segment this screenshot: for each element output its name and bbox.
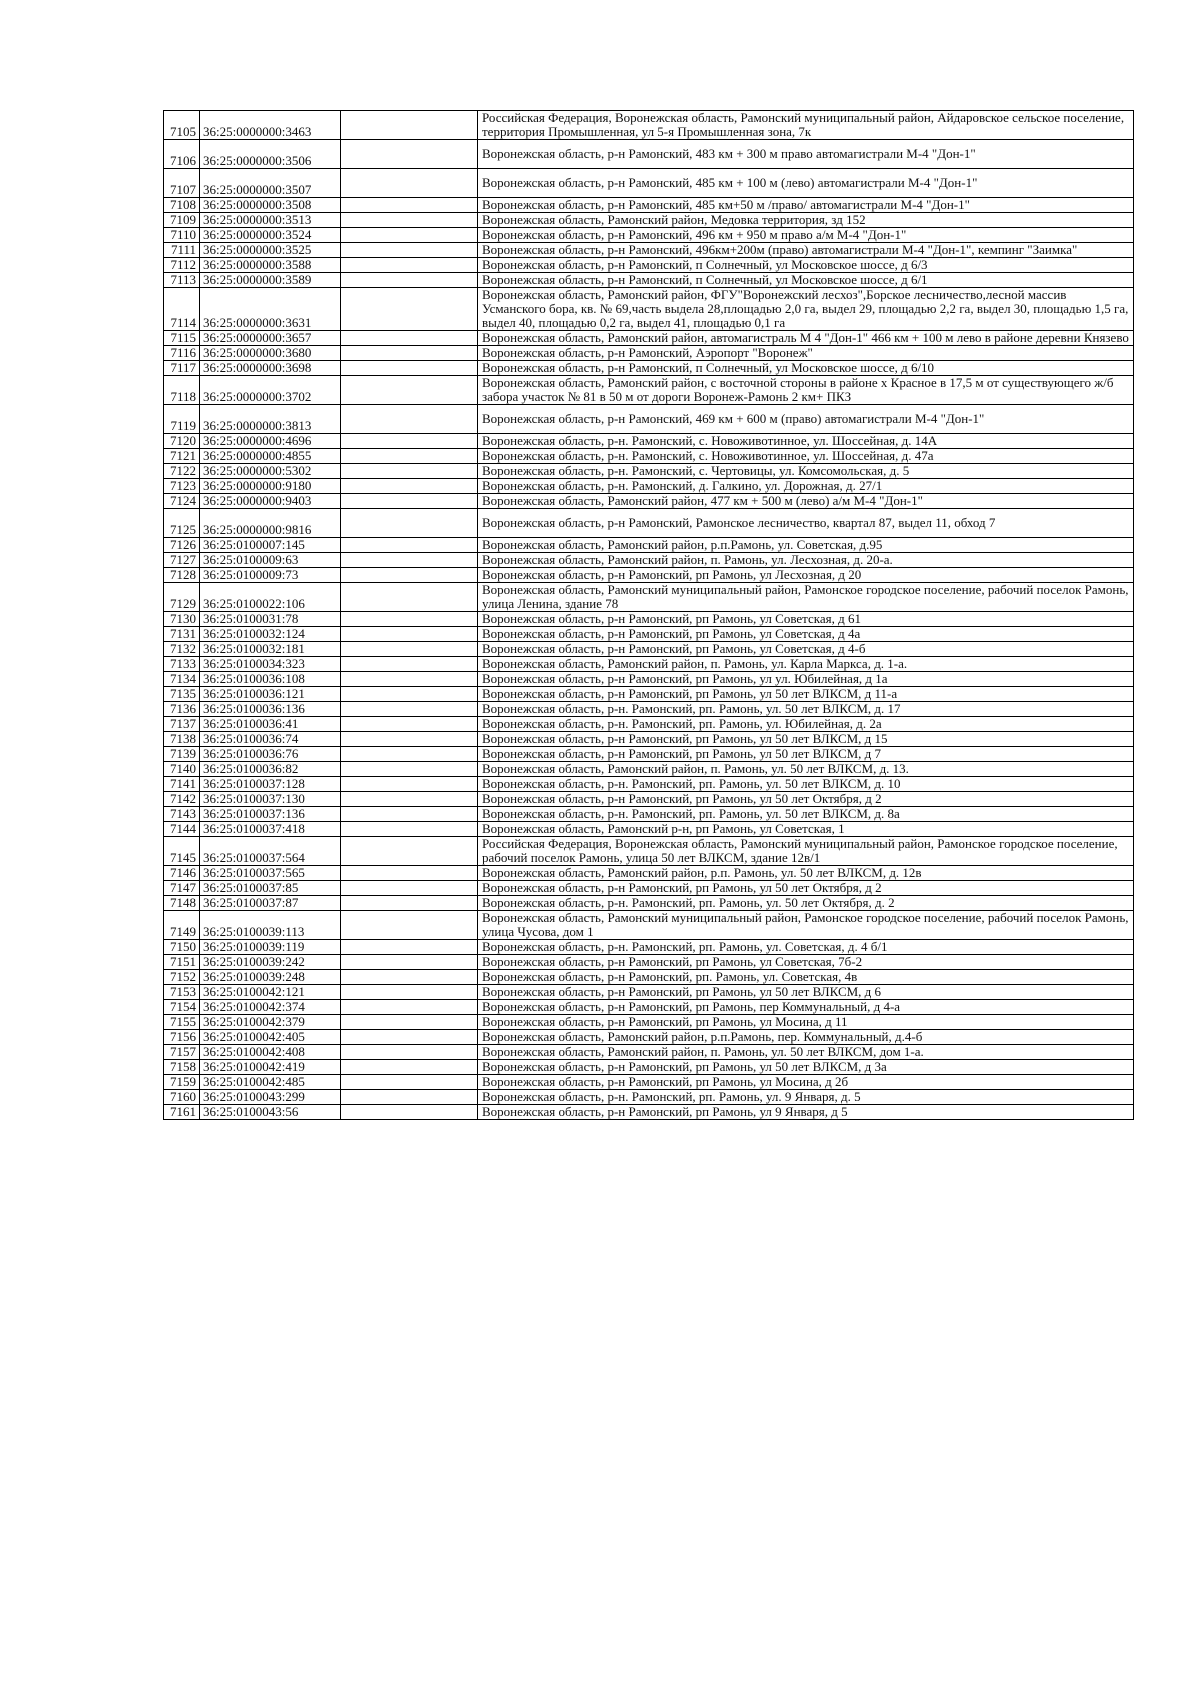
empty-cell — [341, 405, 478, 434]
table-row — [164, 111, 1134, 140]
empty-cell — [341, 213, 478, 228]
address-cell: Воронежская область, р-н Рамонский, рп Рамонь, ул Советская, д 61 — [478, 612, 1134, 627]
address-cell: Воронежская область, р-н Рамонский, п Солнечный, ул Московское шоссе, д 6/10 — [478, 361, 1134, 376]
empty-cell — [341, 911, 478, 940]
row-number: 7109 — [164, 213, 200, 228]
row-number: 7155 — [164, 1015, 200, 1030]
address-cell: Воронежская область, Рамонский р-н, рп Рамонь, ул Советская, 1 — [478, 822, 1134, 837]
row-number: 7156 — [164, 1030, 200, 1045]
cadastral-number: 36:25:0000000:3698 — [200, 361, 341, 376]
empty-cell — [341, 494, 478, 509]
cadastral-number: 36:25:0000000:3513 — [200, 213, 341, 228]
table-row — [164, 140, 1134, 169]
row-number: 7128 — [164, 568, 200, 583]
cadastral-number: 36:25:0100009:63 — [200, 553, 341, 568]
address-cell: Воронежская область, р-н Рамонский, рп Рамонь, ул Советская, д 4-б — [478, 642, 1134, 657]
row-number: 7117 — [164, 361, 200, 376]
table-row — [164, 434, 1134, 449]
table-row — [164, 866, 1134, 881]
table-row — [164, 494, 1134, 509]
table-row — [164, 243, 1134, 258]
address-cell: Воронежская область, Рамонский район, ФГУ"Воронежский лесхоз",Борское лесничество,лесной массив Усманского бора, кв. № 69,часть выдела 28,площадью 2,0 га, выдел 29, площадью 2,2 га, выдел 30, площадью 1,5 га, выдел 40, площадью 0,2 га, выдел 41, площадью 0,1 га — [478, 288, 1134, 331]
row-number: 7139 — [164, 747, 200, 762]
empty-cell — [341, 1090, 478, 1105]
row-number: 7129 — [164, 583, 200, 612]
row-number: 7153 — [164, 985, 200, 1000]
empty-cell — [341, 140, 478, 169]
empty-cell — [341, 479, 478, 494]
cadastral-number: 36:25:0100039:242 — [200, 955, 341, 970]
empty-cell — [341, 717, 478, 732]
table-row — [164, 911, 1134, 940]
cadastral-number: 36:25:0100042:485 — [200, 1075, 341, 1090]
address-cell: Воронежская область, Рамонский район, с восточной стороны в районе х Красное в 17,5 м от существующего ж/б забора участок № 81 в 50 м от дороги Воронеж-Рамонь 2 км+ ПКЗ — [478, 376, 1134, 405]
row-number: 7113 — [164, 273, 200, 288]
empty-cell — [341, 642, 478, 657]
row-number: 7140 — [164, 762, 200, 777]
address-cell: Воронежская область, р-н Рамонский, рп Рамонь, ул Мосина, д 11 — [478, 1015, 1134, 1030]
empty-cell — [341, 777, 478, 792]
document-page — [163, 110, 1134, 1120]
address-cell: Воронежская область, р-н Рамонский, рп Рамонь, ул 9 Января, д 5 — [478, 1105, 1134, 1120]
empty-cell — [341, 881, 478, 896]
address-cell: Воронежская область, Рамонский район, р.п.Рамонь, ул. Советская, д.95 — [478, 538, 1134, 553]
empty-cell — [341, 258, 478, 273]
table-row — [164, 792, 1134, 807]
address-cell: Воронежская область, Рамонский район, 477 км + 500 м (лево) а/м М-4 "Дон-1" — [478, 494, 1134, 509]
table-row — [164, 896, 1134, 911]
row-number: 7154 — [164, 1000, 200, 1015]
cadastral-number: 36:25:0100039:248 — [200, 970, 341, 985]
table-row — [164, 1075, 1134, 1090]
cadastral-number: 36:25:0000000:3657 — [200, 331, 341, 346]
table-row — [164, 331, 1134, 346]
cadastral-number: 36:25:0000000:3588 — [200, 258, 341, 273]
address-cell: Воронежская область, р-н. Рамонский, с. Новоживотинное, ул. Шоссейная, д. 14А — [478, 434, 1134, 449]
row-number: 7148 — [164, 896, 200, 911]
address-cell: Воронежская область, р-н Рамонский, 496км+200м (право) автомагистрали М-4 "Дон-1", кемпинг "Заимка" — [478, 243, 1134, 258]
table-row — [164, 479, 1134, 494]
table-row — [164, 361, 1134, 376]
table-row — [164, 747, 1134, 762]
empty-cell — [341, 702, 478, 717]
address-cell: Воронежская область, р-н Рамонский, 496 км + 950 м право а/м М-4 "Дон-1" — [478, 228, 1134, 243]
cadastral-number: 36:25:0000000:9403 — [200, 494, 341, 509]
row-number: 7161 — [164, 1105, 200, 1120]
empty-cell — [341, 1015, 478, 1030]
row-number: 7106 — [164, 140, 200, 169]
empty-cell — [341, 732, 478, 747]
cadastral-number: 36:25:0000000:3680 — [200, 346, 341, 361]
empty-cell — [341, 376, 478, 405]
table-row — [164, 822, 1134, 837]
row-number: 7122 — [164, 464, 200, 479]
address-cell: Воронежская область, р-н Рамонский, рп Рамонь, ул Советская, д 4а — [478, 627, 1134, 642]
table-row — [164, 213, 1134, 228]
empty-cell — [341, 464, 478, 479]
cadastral-number: 36:25:0000000:3508 — [200, 198, 341, 213]
row-number: 7147 — [164, 881, 200, 896]
address-cell: Воронежская область, Рамонский район, п. Рамонь, ул. 50 лет ВЛКСМ, дом 1-а. — [478, 1045, 1134, 1060]
row-number: 7145 — [164, 837, 200, 866]
cadastral-number: 36:25:0000000:3631 — [200, 288, 341, 331]
cadastral-number: 36:25:0100042:408 — [200, 1045, 341, 1060]
table-row — [164, 346, 1134, 361]
cadastral-number: 36:25:0000000:3589 — [200, 273, 341, 288]
cadastral-number: 36:25:0100036:74 — [200, 732, 341, 747]
empty-cell — [341, 866, 478, 881]
cadastral-number: 36:25:0100037:85 — [200, 881, 341, 896]
cadastral-number: 36:25:0000000:9180 — [200, 479, 341, 494]
table-row — [164, 807, 1134, 822]
cadastral-number: 36:25:0000000:3506 — [200, 140, 341, 169]
address-cell: Воронежская область, Рамонский район, р.п.Рамонь, пер. Коммунальный, д.4-б — [478, 1030, 1134, 1045]
address-cell: Воронежская область, Рамонский район, автомагистраль М 4 "Дон-1" 466 км + 100 м лево в районе деревни Князево — [478, 331, 1134, 346]
cadastral-number: 36:25:0100039:119 — [200, 940, 341, 955]
empty-cell — [341, 985, 478, 1000]
cadastral-number: 36:25:0100036:82 — [200, 762, 341, 777]
cadastral-number: 36:25:0000000:3525 — [200, 243, 341, 258]
empty-cell — [341, 1045, 478, 1060]
address-cell: Воронежская область, р-н. Рамонский, рп. Рамонь, ул. Советская, д. 4 б/1 — [478, 940, 1134, 955]
cadastral-number: 36:25:0100022:106 — [200, 583, 341, 612]
row-number: 7116 — [164, 346, 200, 361]
address-cell: Воронежская область, р-н Рамонский, 483 км + 300 м право автомагистрали М-4 "Дон-1" — [478, 140, 1134, 169]
row-number: 7159 — [164, 1075, 200, 1090]
cadastral-number: 36:25:0100042:379 — [200, 1015, 341, 1030]
address-cell: Воронежская область, р-н Рамонский, 485 км + 100 м (лево) автомагистрали М-4 "Дон-1" — [478, 169, 1134, 198]
table-row — [164, 169, 1134, 198]
cadastral-number: 36:25:0100037:136 — [200, 807, 341, 822]
address-cell: Воронежская область, р-н Рамонский, рп Рамонь, ул ул. Юбилейная, д 1а — [478, 672, 1134, 687]
empty-cell — [341, 346, 478, 361]
table-row — [164, 449, 1134, 464]
row-number: 7120 — [164, 434, 200, 449]
address-cell: Воронежская область, Рамонский муниципальный район, Рамонское городское поселение, рабочий поселок Рамонь, улица Ленина, здание 78 — [478, 583, 1134, 612]
table-row — [164, 732, 1134, 747]
address-cell: Воронежская область, р-н Рамонский, рп Рамонь, ул 50 лет ВЛКСМ, д 11-а — [478, 687, 1134, 702]
address-cell: Воронежская область, Рамонский район, р.п. Рамонь, ул. 50 лет ВЛКСМ, д. 12в — [478, 866, 1134, 881]
row-number: 7150 — [164, 940, 200, 955]
table-row — [164, 672, 1134, 687]
cadastral-number: 36:25:0100039:113 — [200, 911, 341, 940]
table-row — [164, 1060, 1134, 1075]
address-cell: Воронежская область, Рамонский район, п. Рамонь, ул. 50 лет ВЛКСМ, д. 13. — [478, 762, 1134, 777]
cadastral-number: 36:25:0000000:3813 — [200, 405, 341, 434]
cadastral-number: 36:25:0100037:564 — [200, 837, 341, 866]
address-cell: Воронежская область, р-н. Рамонский, рп. Рамонь, ул. 9 Января, д. 5 — [478, 1090, 1134, 1105]
row-number: 7119 — [164, 405, 200, 434]
table-row — [164, 509, 1134, 538]
empty-cell — [341, 747, 478, 762]
row-number: 7130 — [164, 612, 200, 627]
empty-cell — [341, 792, 478, 807]
table-row — [164, 198, 1134, 213]
row-number: 7144 — [164, 822, 200, 837]
cadastral-number: 36:25:0100043:299 — [200, 1090, 341, 1105]
table-row — [164, 568, 1134, 583]
address-cell: Воронежская область, р-н Рамонский, рп Рамонь, ул 50 лет ВЛКСМ, д 3а — [478, 1060, 1134, 1075]
row-number: 7149 — [164, 911, 200, 940]
address-cell: Российская Федерация, Воронежская область, Рамонский муниципальный район, Рамонское городское поселение, рабочий поселок Рамонь, улица 50 лет ВЛКСМ, здание 12в/1 — [478, 837, 1134, 866]
row-number: 7105 — [164, 111, 200, 140]
table-row — [164, 837, 1134, 866]
cadastral-number: 36:25:0100042:419 — [200, 1060, 341, 1075]
empty-cell — [341, 627, 478, 642]
empty-cell — [341, 509, 478, 538]
address-cell: Воронежская область, р-н. Рамонский, с. Новоживотинное, ул. Шоссейная, д. 47а — [478, 449, 1134, 464]
row-number: 7124 — [164, 494, 200, 509]
row-number: 7143 — [164, 807, 200, 822]
row-number: 7123 — [164, 479, 200, 494]
address-cell: Воронежская область, р-н Рамонский, Аэропорт "Воронеж" — [478, 346, 1134, 361]
cadastral-table — [163, 110, 1134, 1120]
address-cell: Воронежская область, Рамонский район, п. Рамонь, ул. Лесхозная, д. 20-а. — [478, 553, 1134, 568]
table-row — [164, 985, 1134, 1000]
empty-cell — [341, 672, 478, 687]
address-cell: Воронежская область, р-н. Рамонский, рп. Рамонь, ул. 50 лет Октября, д. 2 — [478, 896, 1134, 911]
empty-cell — [341, 1030, 478, 1045]
empty-cell — [341, 361, 478, 376]
empty-cell — [341, 970, 478, 985]
cadastral-number: 36:25:0000000:4696 — [200, 434, 341, 449]
cadastral-number: 36:25:0000000:3507 — [200, 169, 341, 198]
empty-cell — [341, 228, 478, 243]
empty-cell — [341, 288, 478, 331]
cadastral-number: 36:25:0100032:181 — [200, 642, 341, 657]
address-cell: Воронежская область, р-н Рамонский, п Солнечный, ул Московское шоссе, д 6/1 — [478, 273, 1134, 288]
table-row — [164, 881, 1134, 896]
empty-cell — [341, 762, 478, 777]
empty-cell — [341, 273, 478, 288]
row-number: 7138 — [164, 732, 200, 747]
row-number: 7160 — [164, 1090, 200, 1105]
empty-cell — [341, 331, 478, 346]
cadastral-number: 36:25:0100042:374 — [200, 1000, 341, 1015]
cadastral-number: 36:25:0100043:56 — [200, 1105, 341, 1120]
row-number: 7141 — [164, 777, 200, 792]
table-row — [164, 258, 1134, 273]
address-cell: Воронежская область, Рамонский муниципальный район, Рамонское городское поселение, рабочий поселок Рамонь, улица Чусова, дом 1 — [478, 911, 1134, 940]
row-number: 7115 — [164, 331, 200, 346]
empty-cell — [341, 198, 478, 213]
table-row — [164, 657, 1134, 672]
empty-cell — [341, 1060, 478, 1075]
address-cell: Воронежская область, р-н Рамонский, рп. Рамонь, ул. Советская, 4в — [478, 970, 1134, 985]
cadastral-number: 36:25:0000000:5302 — [200, 464, 341, 479]
empty-cell — [341, 169, 478, 198]
cadastral-number: 36:25:0100009:73 — [200, 568, 341, 583]
cadastral-number: 36:25:0100042:121 — [200, 985, 341, 1000]
table-row — [164, 1105, 1134, 1120]
row-number: 7107 — [164, 169, 200, 198]
empty-cell — [341, 687, 478, 702]
address-cell: Российская Федерация, Воронежская область, Рамонский муниципальный район, Айдаровское сельское поселение, территория Промышленная, ул 5-я Промышленная зона, 7к — [478, 111, 1134, 140]
cadastral-number: 36:25:0100037:87 — [200, 896, 341, 911]
row-number: 7146 — [164, 866, 200, 881]
address-cell: Воронежская область, р-н. Рамонский, рп. Рамонь, ул. 50 лет ВЛКСМ, д. 8а — [478, 807, 1134, 822]
table-row — [164, 717, 1134, 732]
empty-cell — [341, 111, 478, 140]
empty-cell — [341, 568, 478, 583]
table-row — [164, 627, 1134, 642]
cadastral-number: 36:25:0100037:130 — [200, 792, 341, 807]
empty-cell — [341, 955, 478, 970]
address-cell: Воронежская область, р-н Рамонский, рп Рамонь, ул 50 лет Октября, д 2 — [478, 792, 1134, 807]
table-row — [164, 970, 1134, 985]
cadastral-number: 36:25:0100036:41 — [200, 717, 341, 732]
empty-cell — [341, 612, 478, 627]
table-row — [164, 955, 1134, 970]
row-number: 7136 — [164, 702, 200, 717]
row-number: 7118 — [164, 376, 200, 405]
cadastral-number: 36:25:0100036:108 — [200, 672, 341, 687]
table-row — [164, 376, 1134, 405]
empty-cell — [341, 896, 478, 911]
address-cell: Воронежская область, р-н Рамонский, 485 км+50 м /право/ автомагистрали М-4 "Дон-1" — [478, 198, 1134, 213]
table-row — [164, 762, 1134, 777]
table-row — [164, 1015, 1134, 1030]
table-row — [164, 405, 1134, 434]
row-number: 7126 — [164, 538, 200, 553]
empty-cell — [341, 1000, 478, 1015]
address-cell: Воронежская область, Рамонский район, Медовка территория, зд 152 — [478, 213, 1134, 228]
address-cell: Воронежская область, р-н. Рамонский, рп. Рамонь, ул. 50 лет ВЛКСМ, д. 10 — [478, 777, 1134, 792]
cadastral-number: 36:25:0100031:78 — [200, 612, 341, 627]
table-row — [164, 612, 1134, 627]
row-number: 7133 — [164, 657, 200, 672]
empty-cell — [341, 1075, 478, 1090]
row-number: 7137 — [164, 717, 200, 732]
row-number: 7114 — [164, 288, 200, 331]
address-cell: Воронежская область, р-н Рамонский, рп Рамонь, ул 50 лет ВЛКСМ, д 7 — [478, 747, 1134, 762]
cadastral-number: 36:25:0100037:128 — [200, 777, 341, 792]
empty-cell — [341, 822, 478, 837]
address-cell: Воронежская область, р-н Рамонский, рп Рамонь, ул 50 лет Октября, д 2 — [478, 881, 1134, 896]
row-number: 7112 — [164, 258, 200, 273]
address-cell: Воронежская область, р-н. Рамонский, д. Галкино, ул. Дорожная, д. 27/1 — [478, 479, 1134, 494]
row-number: 7121 — [164, 449, 200, 464]
empty-cell — [341, 583, 478, 612]
empty-cell — [341, 538, 478, 553]
empty-cell — [341, 434, 478, 449]
table-row — [164, 273, 1134, 288]
row-number: 7132 — [164, 642, 200, 657]
address-cell: Воронежская область, р-н Рамонский, Рамонское лесничество, квартал 87, выдел 11, обход 7 — [478, 509, 1134, 538]
empty-cell — [341, 243, 478, 258]
cadastral-number: 36:25:0000000:9816 — [200, 509, 341, 538]
address-cell: Воронежская область, р-н. Рамонский, рп. Рамонь, ул. Юбилейная, д. 2а — [478, 717, 1134, 732]
empty-cell — [341, 807, 478, 822]
row-number: 7142 — [164, 792, 200, 807]
table-row — [164, 702, 1134, 717]
row-number: 7135 — [164, 687, 200, 702]
address-cell: Воронежская область, р-н Рамонский, рп Рамонь, ул 50 лет ВЛКСМ, д 15 — [478, 732, 1134, 747]
address-cell: Воронежская область, р-н Рамонский, п Солнечный, ул Московское шоссе, д 6/3 — [478, 258, 1134, 273]
cadastral-number: 36:25:0100007:145 — [200, 538, 341, 553]
address-cell: Воронежская область, р-н Рамонский, рп Рамонь, пер Коммунальный, д 4-а — [478, 1000, 1134, 1015]
row-number: 7131 — [164, 627, 200, 642]
cadastral-number: 36:25:0100032:124 — [200, 627, 341, 642]
cadastral-number: 36:25:0100037:418 — [200, 822, 341, 837]
cadastral-number: 36:25:0000000:4855 — [200, 449, 341, 464]
table-row — [164, 777, 1134, 792]
table-row — [164, 1030, 1134, 1045]
table-row — [164, 553, 1134, 568]
cadastral-number: 36:25:0100042:405 — [200, 1030, 341, 1045]
cadastral-number: 36:25:0100034:323 — [200, 657, 341, 672]
table-row — [164, 538, 1134, 553]
cadastral-number: 36:25:0000000:3524 — [200, 228, 341, 243]
address-cell: Воронежская область, Рамонский район, п. Рамонь, ул. Карла Маркса, д. 1-а. — [478, 657, 1134, 672]
empty-cell — [341, 837, 478, 866]
row-number: 7157 — [164, 1045, 200, 1060]
row-number: 7134 — [164, 672, 200, 687]
table-row — [164, 940, 1134, 955]
table-row — [164, 1045, 1134, 1060]
cadastral-number: 36:25:0100036:76 — [200, 747, 341, 762]
cadastral-number: 36:25:0100036:136 — [200, 702, 341, 717]
table-body — [164, 111, 1134, 1120]
row-number: 7125 — [164, 509, 200, 538]
cadastral-number: 36:25:0100037:565 — [200, 866, 341, 881]
row-number: 7108 — [164, 198, 200, 213]
empty-cell — [341, 553, 478, 568]
table-row — [164, 642, 1134, 657]
table-row — [164, 1000, 1134, 1015]
address-cell: Воронежская область, р-н Рамонский, рп Рамонь, ул 50 лет ВЛКСМ, д 6 — [478, 985, 1134, 1000]
cadastral-number: 36:25:0000000:3702 — [200, 376, 341, 405]
address-cell: Воронежская область, р-н. Рамонский, с. Чертовицы, ул. Комсомольская, д. 5 — [478, 464, 1134, 479]
address-cell: Воронежская область, р-н. Рамонский, рп. Рамонь, ул. 50 лет ВЛКСМ, д. 17 — [478, 702, 1134, 717]
table-row — [164, 228, 1134, 243]
table-row — [164, 583, 1134, 612]
cadastral-number: 36:25:0000000:3463 — [200, 111, 341, 140]
row-number: 7158 — [164, 1060, 200, 1075]
row-number: 7152 — [164, 970, 200, 985]
table-row — [164, 687, 1134, 702]
row-number: 7151 — [164, 955, 200, 970]
empty-cell — [341, 1105, 478, 1120]
row-number: 7111 — [164, 243, 200, 258]
empty-cell — [341, 940, 478, 955]
row-number: 7110 — [164, 228, 200, 243]
row-number: 7127 — [164, 553, 200, 568]
address-cell: Воронежская область, р-н Рамонский, рп Рамонь, ул Лесхозная, д 20 — [478, 568, 1134, 583]
address-cell: Воронежская область, р-н Рамонский, рп Рамонь, ул Мосина, д 2б — [478, 1075, 1134, 1090]
table-row — [164, 464, 1134, 479]
table-row — [164, 1090, 1134, 1105]
address-cell: Воронежская область, р-н Рамонский, рп Рамонь, ул Советская, 7б-2 — [478, 955, 1134, 970]
table-row — [164, 288, 1134, 331]
cadastral-number: 36:25:0100036:121 — [200, 687, 341, 702]
empty-cell — [341, 657, 478, 672]
address-cell: Воронежская область, р-н Рамонский, 469 км + 600 м (право) автомагистрали М-4 "Дон-1" — [478, 405, 1134, 434]
empty-cell — [341, 449, 478, 464]
